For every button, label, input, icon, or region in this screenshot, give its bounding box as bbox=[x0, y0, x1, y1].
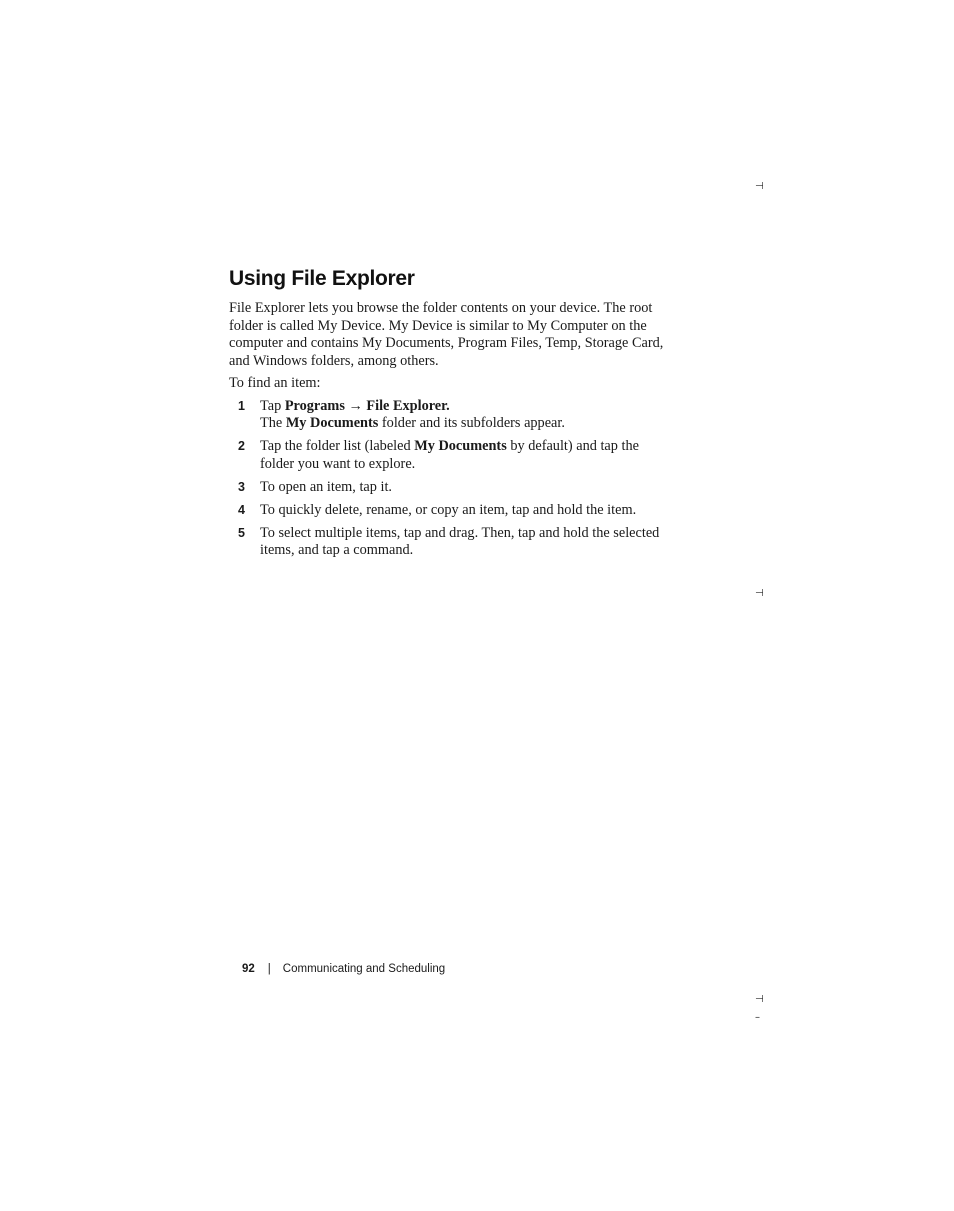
step-text: To open an item, tap it. bbox=[260, 478, 393, 495]
step-text: by default) and tap the folder you want to explore. bbox=[260, 438, 639, 472]
page-footer bbox=[242, 963, 445, 975]
step-number: 1 bbox=[238, 398, 245, 413]
ui-file-explorer: File Explorer. bbox=[366, 397, 450, 414]
step-result bbox=[260, 415, 669, 433]
step-number: 5 bbox=[238, 525, 245, 540]
step-number: 4 bbox=[238, 502, 245, 517]
crop-mark-middle: ⊣ bbox=[755, 588, 764, 599]
step-text: To select multiple items, tap and drag. Then, tap and hold the selected items, and tap a command. bbox=[260, 524, 660, 558]
find-item-label: To find an item: bbox=[229, 375, 321, 391]
step-number: 2 bbox=[238, 439, 245, 453]
ui-programs: Programs bbox=[284, 397, 345, 414]
step-text: Tap the folder list (labeled bbox=[260, 438, 415, 454]
footer-section-title: Communicating and Scheduling bbox=[282, 963, 446, 975]
step-text: To quickly delete, rename, or copy an item, tap and hold the item. bbox=[260, 501, 637, 518]
step-line bbox=[260, 398, 669, 416]
step-text: The bbox=[260, 415, 286, 431]
step-text: folder and its subfolders appear. bbox=[378, 415, 565, 431]
crop-mark-lower: ⊣ bbox=[755, 994, 764, 1005]
page-number: 92 bbox=[242, 963, 255, 975]
footer-separator: | bbox=[267, 963, 271, 975]
step-item bbox=[229, 479, 669, 497]
crop-mark-top: ⊣ bbox=[755, 181, 764, 192]
step-item bbox=[229, 438, 669, 473]
step-text: Tap bbox=[260, 397, 285, 414]
ui-my-documents: My Documents bbox=[285, 415, 379, 431]
ui-my-documents: My Documents bbox=[414, 438, 507, 454]
section-heading: Using File Explorer bbox=[229, 267, 415, 290]
intro-paragraph: File Explorer lets you browse the folder contents on your device. The root folder is called My Device. My Device is similar to My Computer on the computer and contains My Documents, Program Files, Temp, Storage Card, and Windows folders, among others. bbox=[229, 300, 664, 369]
crop-mark-bottom: – bbox=[755, 1012, 760, 1023]
arrow-glyph: → bbox=[344, 397, 367, 414]
step-item bbox=[229, 502, 669, 520]
step-number: 3 bbox=[238, 479, 245, 494]
section-body bbox=[229, 300, 669, 565]
step-item bbox=[229, 525, 669, 560]
steps-list bbox=[229, 398, 669, 560]
step-item bbox=[229, 398, 669, 433]
